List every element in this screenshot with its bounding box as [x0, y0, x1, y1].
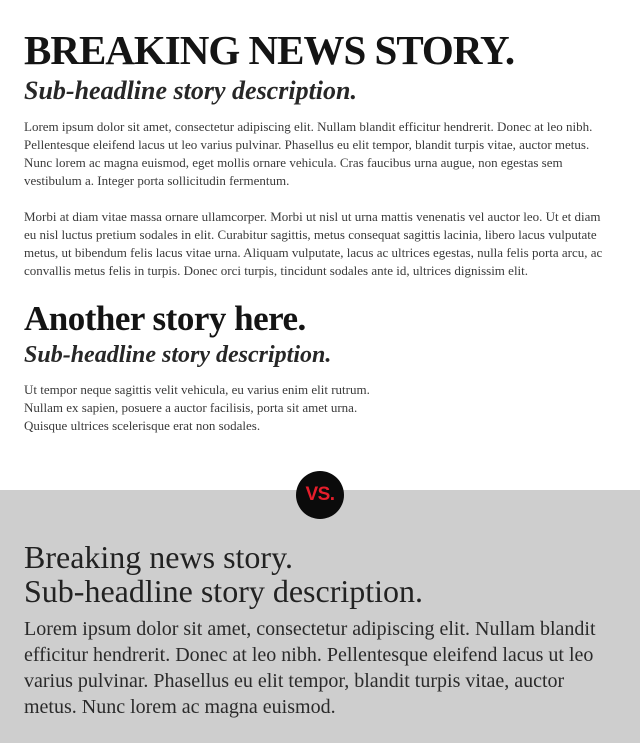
flat-paragraph: Lorem ipsum dolor sit amet, consectetur adipiscing elit. Nullam blandit efficitur hendrerit. Donec at leo nibh. Pellentesque eleifend lacus ut leo varius pulvinar. Phasellus eu elit tempor, blandit turpis vitae, auctor metus. Nunc lorem ac magna euismod. — [24, 618, 596, 718]
flat-subheadline: Sub-headline story description. — [24, 573, 424, 609]
second-story-subheadline: Sub-headline story description. — [24, 342, 332, 368]
bad-hierarchy-example — [0, 490, 640, 743]
vs-badge-label: VS. — [305, 484, 335, 505]
story1-paragraph-1: Lorem ipsum dolor sit amet, consectetur adipiscing elit. Nullam blandit efficitur hendrerit. Donec at leo nibh. Pellentesque eleifend lacus ut leo varius pulvinar. Phasellus eu elit tempor, blandit turpis vitae, auctor metus. Nunc lorem ac magna euismod, eget mollis ornare vehicula. Cras faucibus urna augue, non egestas sem vestibulum a. Integer porta sollicitudin fermentum. — [24, 119, 593, 188]
main-headline: BREAKING NEWS STORY. — [24, 27, 515, 73]
story1-paragraph-2: Morbi at diam vitae massa ornare ullamcorper. Morbi ut nisl ut urna mattis venenatis vel auctor leo. Ut et diam eu nisl luctus pretium sodales in elit. Curabitur sagittis, metus consequat sagittis lacinia, libero lacus vulputate metus, ut bibendum felis lacus vitae urna. Aliquam vulputate, lacus ac ultrices egestas, nulla felis porta arcu, ac convallis metus felis in turpis. Donec orci turpis, tincidunt sodales ante id, ultrices dignissim elit. — [24, 209, 603, 278]
story2-paragraph: Ut tempor neque sagittis velit vehicula, eu varius enim elit rutrum. Nullam ex sapien, posuere a auctor facilisis, porta sit amet urna. Quisque ultrices scelerisque erat non sodales. — [24, 382, 370, 433]
main-subheadline: Sub-headline story description. — [24, 76, 357, 105]
second-story-headline: Another story here. — [24, 299, 306, 338]
flat-headline: Breaking news story. — [24, 539, 293, 575]
vs-badge — [296, 471, 344, 519]
